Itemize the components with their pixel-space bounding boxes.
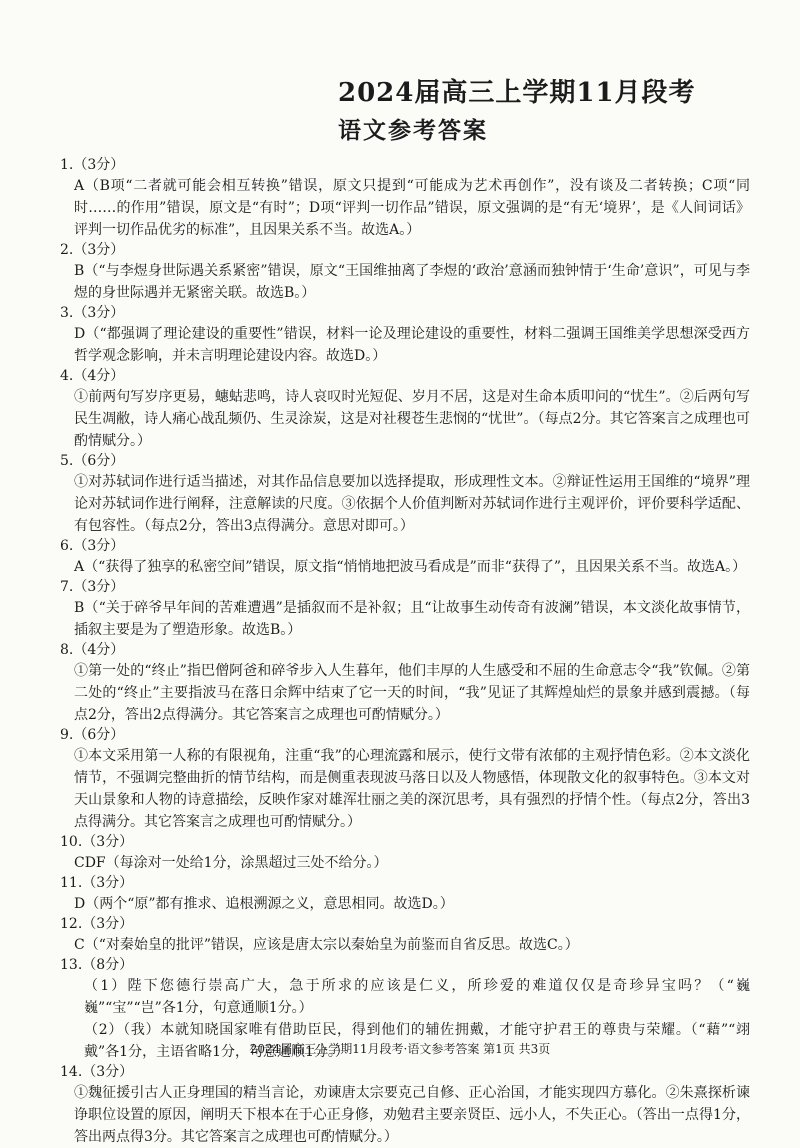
answer-item-5 <box>60 452 750 537</box>
answer-heading: 12.（3分） <box>60 916 134 932</box>
answer-heading: 1.（3分） <box>60 157 125 173</box>
answer-text: D（两个“原”都有推求、追根溯源之义，意思相同。故选D。） <box>74 896 454 912</box>
answer-heading: 4.（4分） <box>60 368 125 384</box>
page-title: 2024届高三上学期11月段考 <box>338 78 696 108</box>
answer-text: ①对苏轼词作进行适当描述，对其作品信息要加以选择提取，形成理性文本。②辩证性运用王国维的“境界”理论对苏轼词作进行阐释，注意解读的尺度。③依据个人价值判断对苏轼词作进行主观评价，评价要科学适配、有包容性。（每点2分，答出3点得满分。意思对即可。） <box>74 474 750 534</box>
answer-item-8 <box>60 641 750 726</box>
answer-heading: 3.（3分） <box>60 305 125 321</box>
answer-item-11 <box>60 874 750 915</box>
answer-text: ①前两句写岁序更易，蟪蛄悲鸣，诗人哀叹时光短促、岁月不居，这是对生命本质叩问的“忧生”。②后两句写民生凋敝，诗人痛心战乱频仍、生灵涂炭，这是对社稷苍生悲悯的“忧世”。（每点2分。其它答案言之成理也可酌情赋分。） <box>74 389 750 449</box>
answer-item-2 <box>60 241 750 304</box>
answer-heading: 6.（3分） <box>60 538 125 554</box>
answer-item-4 <box>60 367 750 452</box>
answer-heading: 5.（6分） <box>60 453 125 469</box>
answer-heading: 14.（3分） <box>60 1064 134 1080</box>
answer-text: CDF（每涂对一处给1分，涂黑超过三处不给分。） <box>74 855 388 871</box>
answer-heading: 10.（3分） <box>60 834 134 850</box>
answer-item-1 <box>60 156 750 241</box>
answer-list <box>60 156 750 1148</box>
answer-heading: 2.（3分） <box>60 242 125 258</box>
answer-text: ①第一处的“终止”指巴僧阿爸和碎爷步入人生暮年，他们丰厚的人生感受和不屈的生命意志令“我”钦佩。②第二处的“终止”主要指波马在落日余辉中结束了它一天的时间，“我”见证了其辉煌灿烂的景象并感到震撼。（每点2分，答出2点得满分。其它答案言之成理也可酌情赋分。） <box>74 663 750 723</box>
answer-heading: 9.（6分） <box>60 727 125 743</box>
answer-text: A（B项“二者就可能会相互转换”错误，原文只提到“可能成为艺术再创作”，没有谈及二者转换；C项“同时……的作用”错误，原文是“有时”；D项“评判一切作品”错误，原文强调的是“有无‘境界’，是《人间词话》评判一切作品优劣的标准”，且因果关系不当。故选A。） <box>74 178 750 238</box>
answer-item-9 <box>60 726 750 833</box>
answer-item-14 <box>60 1063 750 1148</box>
answer-item-10 <box>60 833 750 874</box>
answer-text: B（“关于碎爷早年间的苦难遭遇”是插叙而不是补叙；且“让故事生动传奇有波澜”错误，本文淡化故事情节，插叙主要是为了塑造形象。故选B。） <box>74 600 750 638</box>
answer-text: ①本文采用第一人称的有限视角，注重“我”的心理流露和展示，使行文带有浓郁的主观抒情色彩。②本文淡化情节，不强调完整曲折的情节结构，而是侧重表现波马落日以及人物感悟，体现散文化的叙事特色。③本文对天山景象和人物的诗意描绘，反映作家对雄浑壮丽之美的深沉思考，具有强烈的抒情个性。（每点2分，答出3点得满分。其它答案言之成理也可酌情赋分。） <box>74 748 750 830</box>
answer-text: A（“获得了独享的私密空间”错误，原文指“悄悄地把波马看成是”而非“获得了”，且因果关系不当。故选A。） <box>74 559 747 575</box>
answer-heading: 13.（8分） <box>60 957 134 973</box>
answer-text: C（“对秦始皇的批评”错误，应该是唐太宗以秦始皇为前鉴而自省反思。故选C。） <box>74 937 579 953</box>
answer-item-12 <box>60 915 750 956</box>
page-footer: 2024届高三上学期11月段考·语文参考答案 第1页 共3页 <box>249 1042 551 1056</box>
answer-item-3 <box>60 304 750 367</box>
answer-item-6 <box>60 537 750 578</box>
answer-text: D（“都强调了理论建设的重要性”错误，材料一论及理论建设的重要性，材料二强调王国维美学思想深受西方哲学观念影响，并未言明理论建设内容。故选D。） <box>74 326 750 364</box>
answer-subitem-2: （2）（我）本就知晓国家唯有借助臣民，得到他们的辅佐拥戴，才能守护君王的尊贵与荣耀。（“藉”“翊戴”各1分，主语省略1分，句意通顺1分。） <box>84 1022 750 1060</box>
answer-heading: 11.（3分） <box>60 875 134 891</box>
answer-item-7 <box>60 578 750 641</box>
answer-subitem-1: （1）陛下您德行崇高广大，急于所求的应该是仁义，所珍爱的难道仅仅是奇珍异宝吗？（“巍巍”“宝”“岂”各1分，句意通顺1分。） <box>84 978 750 1016</box>
answer-heading: 8.（4分） <box>60 642 125 658</box>
answer-heading: 7.（3分） <box>60 579 125 595</box>
answer-text: ①魏征援引古人正身理国的精当言论，劝谏唐太宗要克己自修、正心治国，才能实现四方慕化。②朱熹探析谏诤职位设置的原因，阐明天下根本在于心正身修，劝勉君主要亲贤臣、远小人，不失正心。（答出一点得1分，答出两点得3分。其它答案言之成理也可酌情赋分。） <box>74 1085 750 1145</box>
answer-text: B（“与李煜身世际遇关系紧密”错误，原文“王国维抽离了李煜的‘政治’意涵而独钟情于‘生命’意识”，可见与李煜的身世际遇并无紧密关联。故选B。） <box>74 263 750 301</box>
page-subtitle: 语文参考答案 <box>338 117 488 144</box>
